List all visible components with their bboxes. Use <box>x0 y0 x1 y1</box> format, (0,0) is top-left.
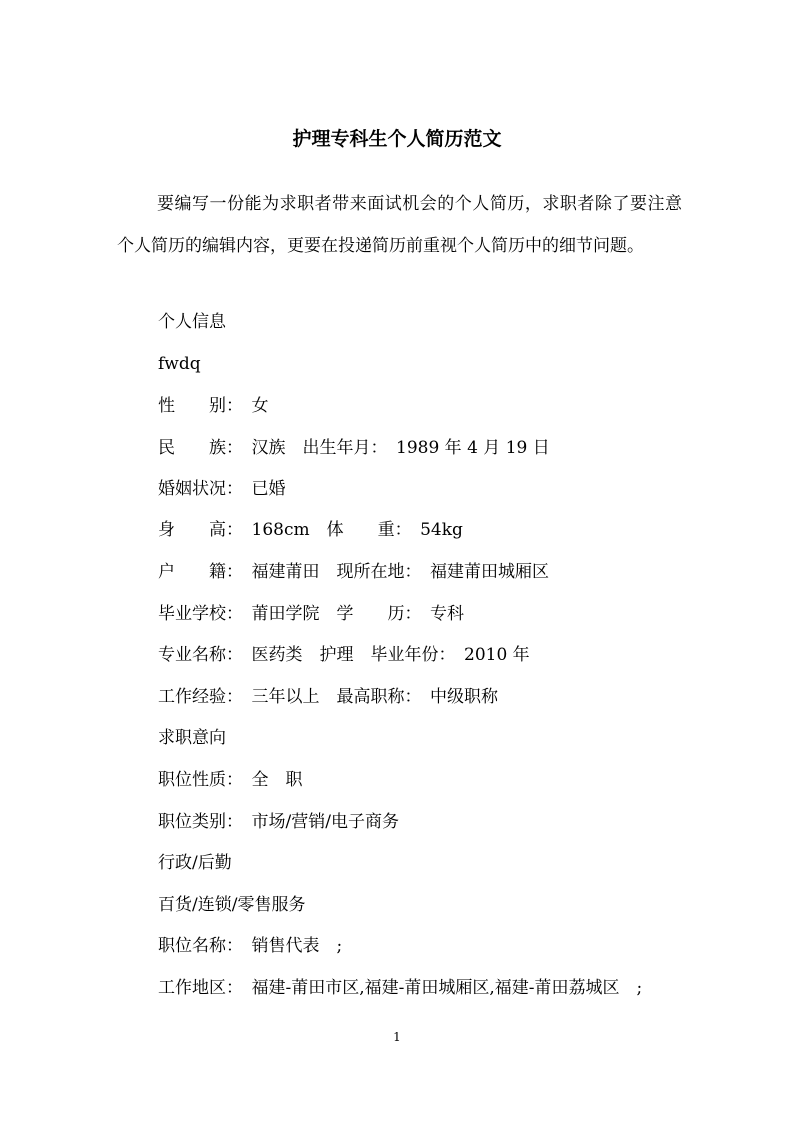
job-category-cont-1: 行政/后勤 <box>158 853 232 873</box>
work-area-line: 工作地区： 福建-莆田市区,福建-莆田城厢区,福建-莆田荔城区 ; <box>158 978 643 998</box>
height-weight-line: 身 高： 168cm 体 重： 54kg <box>158 520 463 540</box>
section-heading-personal-info: 个人信息 <box>158 312 226 332</box>
household-residence-line: 户 籍： 福建莆田 现所在地： 福建莆田城厢区 <box>158 562 549 582</box>
intro-paragraph: 要编写一份能为求职者带来面试机会的个人简历，求职者除了要注意个人简历的编辑内容，更要在投递简历前重视个人简历中的细节问题。 <box>117 194 682 256</box>
job-category-cont-2: 百货/连锁/零售服务 <box>158 895 306 915</box>
marital-status-line: 婚姻状况： 已婚 <box>158 479 286 499</box>
job-title-line: 职位名称： 销售代表 ; <box>158 936 343 956</box>
school-education-line: 毕业学校： 莆田学院 学 历： 专科 <box>158 604 464 624</box>
job-nature-line: 职位性质： 全 职 <box>158 770 303 790</box>
job-category-line: 职位类别： 市场/营销/电子商务 <box>158 812 399 832</box>
gender-line: 性 别： 女 <box>158 396 269 416</box>
document-title: 护理专科生个人简历范文 <box>292 128 502 150</box>
page-number: 1 <box>393 1030 401 1044</box>
name-line: fwdq <box>158 354 201 374</box>
major-graduation-line: 专业名称： 医药类 护理 毕业年份： 2010 年 <box>158 645 530 665</box>
ethnicity-birth-line: 民 族： 汉族 出生年月： 1989 年 4 月 19 日 <box>158 438 550 458</box>
section-heading-job-intention: 求职意向 <box>158 728 226 748</box>
experience-title-line: 工作经验： 三年以上 最高职称： 中级职称 <box>158 687 498 707</box>
